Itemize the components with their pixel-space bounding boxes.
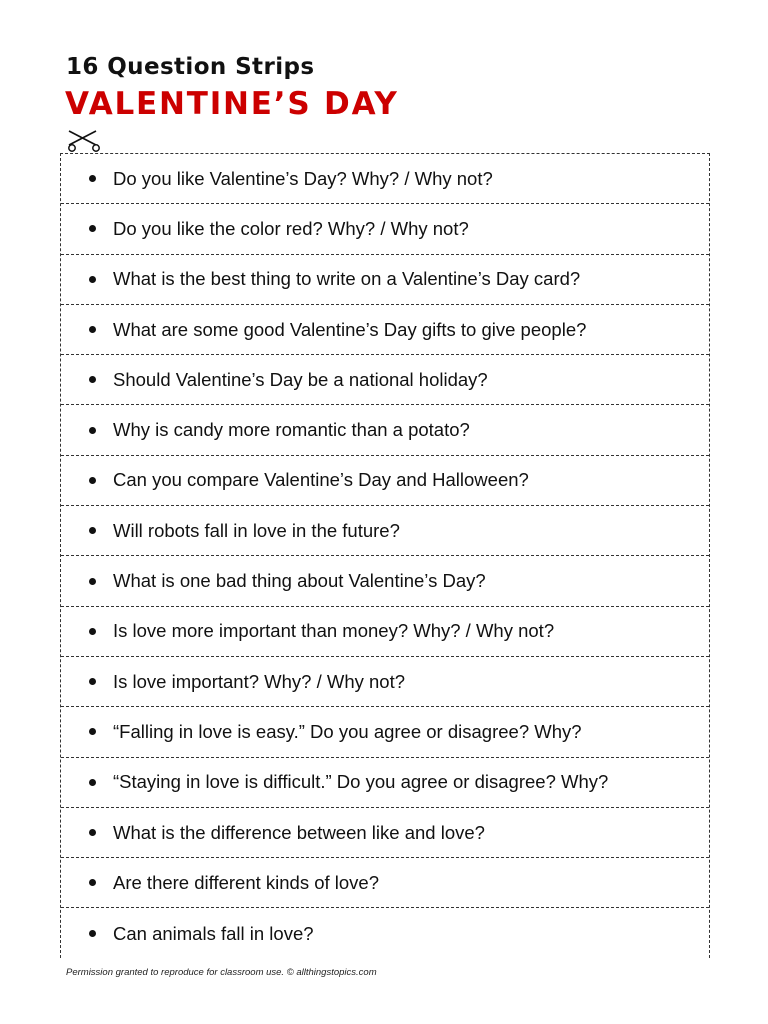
question-strips [60,153,710,958]
bullet-icon [89,728,96,735]
question-text: Can animals fall in love? [113,922,314,944]
question-text: “Falling in love is easy.” Do you agree or disagree? Why? [113,720,582,742]
page-title: VALENTINE’S DAY [65,86,399,122]
question-text: What are some good Valentine’s Day gifts to give people? [113,318,587,340]
footer-permission: Permission granted to reproduce for classroom use. © allthingstopics.com [66,967,377,978]
question-strip [61,255,709,305]
question-strip [61,456,709,506]
question-strip [61,707,709,757]
bullet-icon [89,527,96,534]
question-strip [61,305,709,355]
question-strip [61,908,709,958]
question-text: What is the best thing to write on a Valentine’s Day card? [113,268,581,290]
bullet-icon [89,879,96,886]
bullet-icon [89,175,96,182]
question-text: Is love important? Why? / Why not? [113,670,406,692]
question-strip [61,808,709,858]
bullet-icon [89,427,96,434]
bullet-icon [89,930,96,937]
question-text: What is one bad thing about Valentine’s Day? [113,570,486,592]
question-text: Can you compare Valentine’s Day and Halloween? [113,469,529,491]
scissors-icon [66,128,102,152]
question-strip [61,355,709,405]
question-text: Is love more important than money? Why? / Why not? [113,620,555,642]
bullet-icon [89,779,96,786]
question-strip [61,204,709,254]
question-text: Why is candy more romantic than a potato? [113,419,470,441]
question-strip [61,657,709,707]
question-text: Do you like the color red? Why? / Why not? [113,217,469,239]
question-text: Will robots fall in love in the future? [113,519,400,541]
question-text: What is the difference between like and love? [113,821,485,843]
bullet-icon [89,829,96,836]
question-text: “Staying in love is difficult.” Do you agree or disagree? Why? [113,771,609,793]
bullet-icon [89,326,96,333]
bullet-icon [89,376,96,383]
question-text: Should Valentine’s Day be a national holiday? [113,368,488,390]
question-strip [61,556,709,606]
question-strip [61,506,709,556]
question-strip [61,858,709,908]
bullet-icon [89,225,96,232]
bullet-icon [89,477,96,484]
question-text: Are there different kinds of love? [113,871,380,893]
question-strip [61,758,709,808]
question-strip [61,154,709,204]
page-subtitle: 16 Question Strips [66,54,315,80]
bullet-icon [89,276,96,283]
question-strip [61,405,709,455]
question-text: Do you like Valentine’s Day? Why? / Why not? [113,167,493,189]
question-strip [61,607,709,657]
bullet-icon [89,678,96,685]
bullet-icon [89,628,96,635]
bullet-icon [89,578,96,585]
